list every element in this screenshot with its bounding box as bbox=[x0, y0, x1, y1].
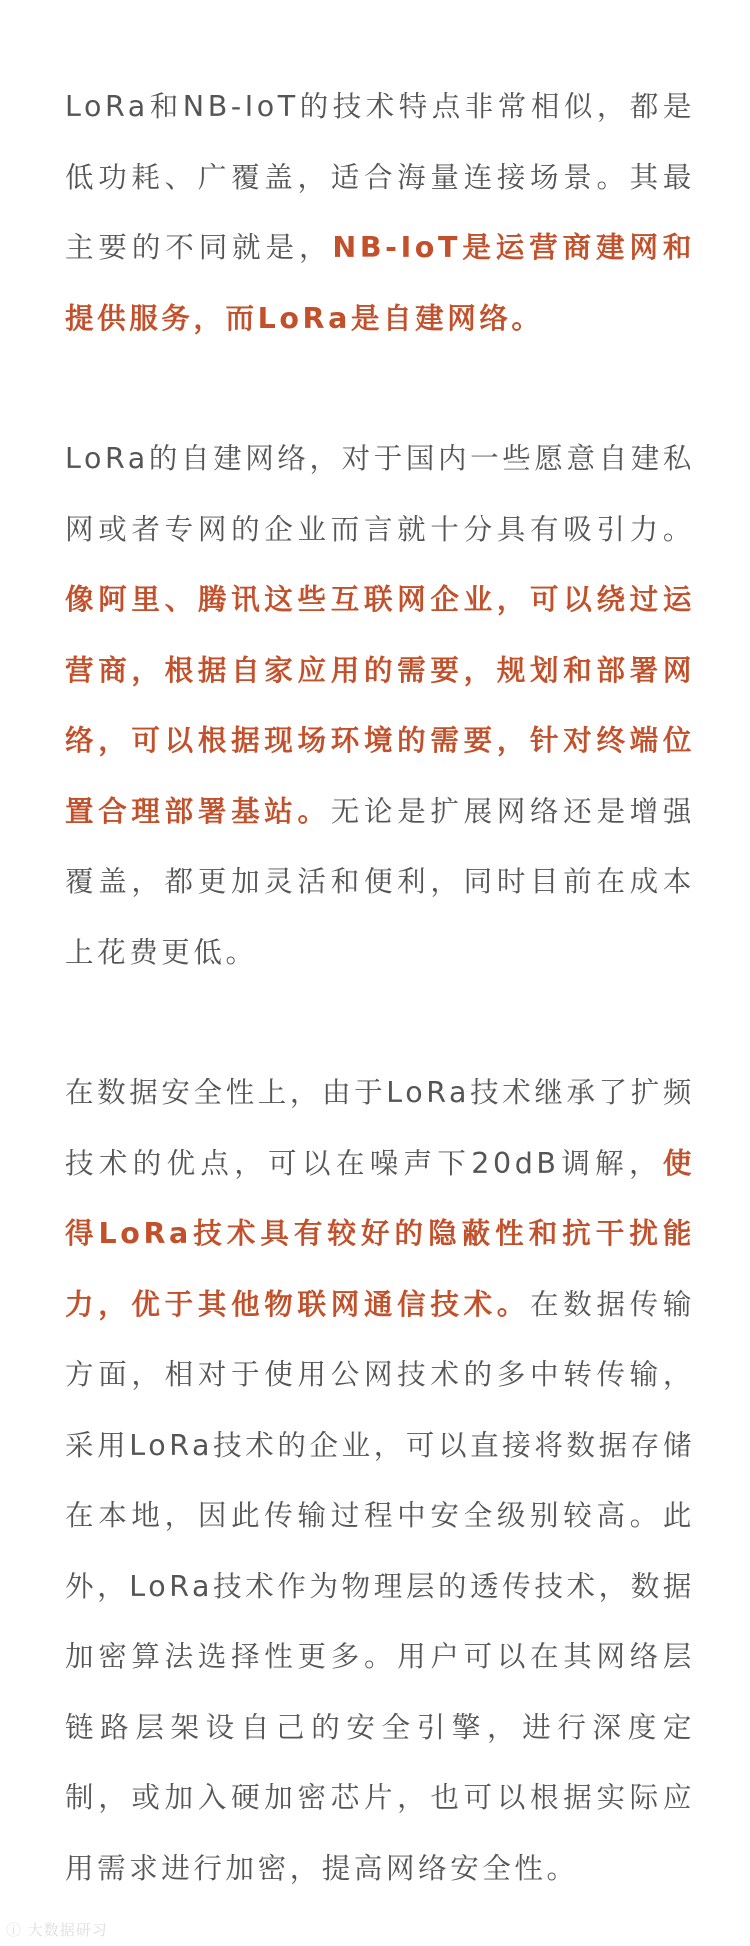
highlighted-text: NB-IoT是运营商建网和提供服务，而LoRa是自建网络。 bbox=[65, 231, 695, 335]
paragraph-lora-vs-nbiot bbox=[65, 72, 695, 354]
highlighted-text: 使得LoRa技术具有较好的隐蔽性和抗干扰能力，优于其他物联网通信技术。 bbox=[65, 1146, 695, 1321]
paragraph-text: LoRa的自建网络，对于国内一些愿意自建私网或者专网的企业而言就十分具有吸引力。 bbox=[65, 442, 695, 546]
paragraph-data-security bbox=[65, 1058, 695, 1904]
watermark-logo-icon: ⓘ bbox=[6, 1921, 23, 1939]
article-body bbox=[65, 72, 695, 1904]
paragraph-self-built-network bbox=[65, 424, 695, 988]
watermark-text: 大数据研习 bbox=[27, 1921, 108, 1939]
paragraph-text: 无论是扩展网络还是增强覆盖，都更加灵活和便利，同时目前在成本上花费更低。 bbox=[65, 794, 695, 969]
highlighted-text: 像阿里、腾讯这些互联网企业，可以绕过运营商，根据自家应用的需要，规划和部署网络，可以根据现场环境的需要，针对终端位置合理部署基站。 bbox=[65, 583, 695, 828]
paragraph-text: 在数据安全性上，由于LoRa技术继承了扩频技术的优点，可以在噪声下20dB调解， bbox=[65, 1076, 695, 1180]
paragraph-text: 在数据传输方面，相对于使用公网技术的多中转传输，采用LoRa技术的企业，可以直接将数据存储在本地，因此传输过程中安全级别较高。此外，LoRa技术作为物理层的透传技术，数据加密算法选择性更多。用户可以在其网络层链路层架设自己的安全引擎，进行深度定制，或加入硬加密芯片，也可以根据实际应用需求进行加密，提高网络安全性。 bbox=[65, 1287, 695, 1885]
watermark bbox=[6, 1919, 108, 1940]
paragraph-text: LoRa和NB-IoT的技术特点非常相似，都是低功耗、广覆盖，适合海量连接场景。其最主要的不同就是， bbox=[65, 90, 695, 264]
